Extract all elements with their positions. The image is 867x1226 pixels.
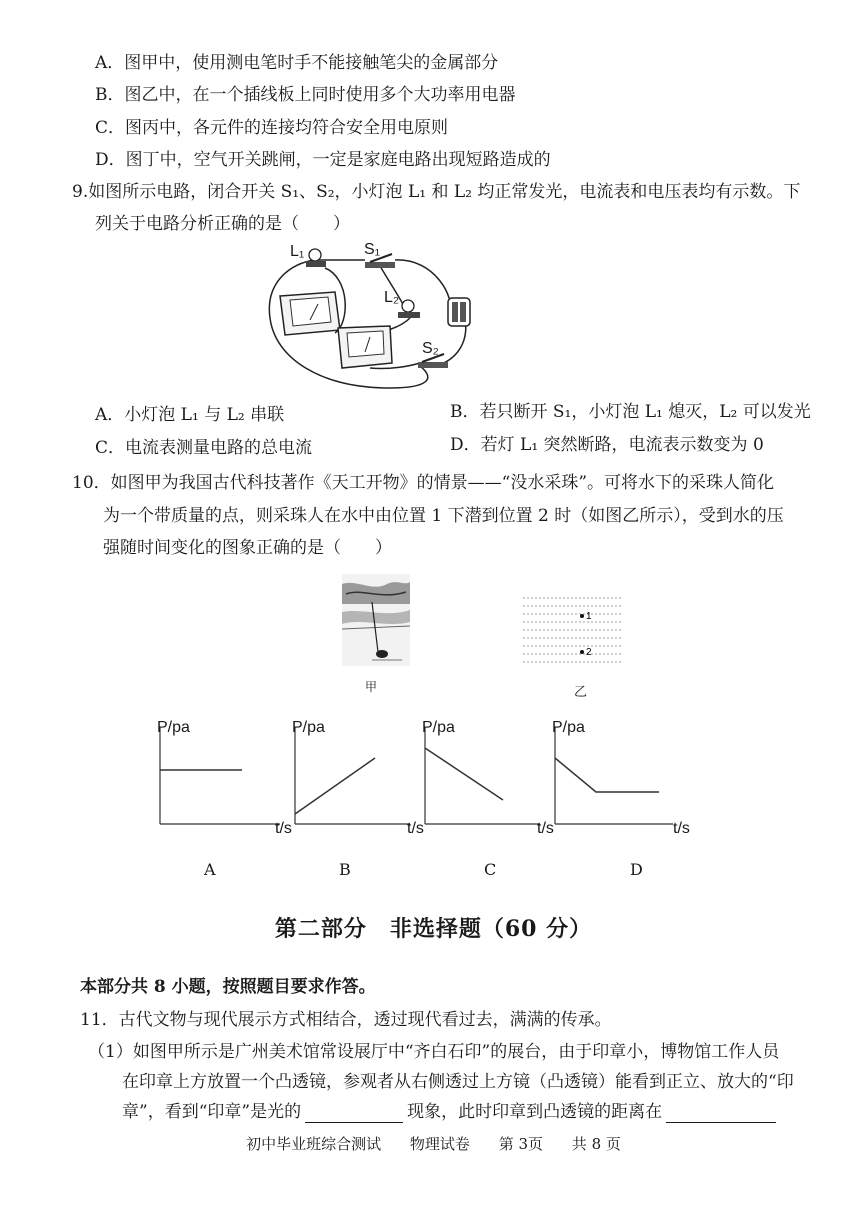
figure-yi-caption: 乙 <box>574 685 588 700</box>
water-dot <box>567 637 568 638</box>
figure-jia-pearl-diving <box>342 574 410 666</box>
footer-page: 第 3页 <box>498 1135 544 1153</box>
water-dot <box>555 653 556 654</box>
water-dot <box>543 605 544 606</box>
water-dot <box>571 645 572 646</box>
water-dot <box>527 637 528 638</box>
part2-title: 第二部分 非选择题（60 分） <box>274 916 593 942</box>
water-dot <box>583 597 584 598</box>
water-dot <box>555 597 556 598</box>
position-2-point <box>580 650 584 654</box>
water-dot <box>571 637 572 638</box>
water-dot <box>575 605 576 606</box>
graph-a-caption: A <box>204 860 216 879</box>
water-dot <box>611 605 612 606</box>
q8-option-a: A．图甲中，使用测电笔时手不能接触笔尖的金属部分 <box>95 53 499 73</box>
q9-option-c: C．电流表测量电路的总电流 <box>95 438 313 458</box>
water-dot <box>547 629 548 630</box>
water-dot <box>583 613 584 614</box>
water-dot <box>615 653 616 654</box>
q10-stem-line3: 强随时间变化的图象正确的是（ ） <box>103 538 392 558</box>
water-dot <box>531 629 532 630</box>
water-dot <box>575 637 576 638</box>
part2-instruction: 本部分共 8 小题，按照题目要求作答。 <box>80 977 376 997</box>
water-dot <box>527 597 528 598</box>
water-dot <box>563 597 564 598</box>
water-dot <box>559 597 560 598</box>
footer-exam: 初中毕业班综合测试 <box>246 1135 382 1153</box>
water-dot <box>611 645 612 646</box>
water-dot <box>547 605 548 606</box>
water-dot <box>591 621 592 622</box>
water-dot <box>547 637 548 638</box>
label-s1: S₁ <box>364 241 381 258</box>
water-dot <box>587 597 588 598</box>
water-dot <box>555 645 556 646</box>
water-dot <box>575 621 576 622</box>
water-dot <box>567 621 568 622</box>
water-dot <box>567 613 568 614</box>
water-dot <box>583 637 584 638</box>
water-dot <box>611 661 612 662</box>
water-dot <box>579 605 580 606</box>
water-dot <box>543 645 544 646</box>
water-dot <box>607 621 608 622</box>
water-dot <box>607 661 608 662</box>
label-s2: S₂ <box>422 340 439 357</box>
q9-option-d: D．若灯 L₁ 突然断路，电流表示数变为 0 <box>450 435 764 455</box>
water-dot <box>531 597 532 598</box>
water-dot <box>615 621 616 622</box>
water-dot <box>591 605 592 606</box>
water-dot <box>599 661 600 662</box>
water-dot <box>575 645 576 646</box>
water-dot <box>615 629 616 630</box>
water-dot <box>523 653 524 654</box>
water-dot <box>543 661 544 662</box>
water-dot <box>523 661 524 662</box>
water-dot <box>551 637 552 638</box>
graph-b <box>292 719 424 837</box>
water-dot <box>543 653 544 654</box>
water-dot <box>619 629 620 630</box>
water-dots <box>523 597 620 662</box>
figure-yi-positions <box>522 594 622 668</box>
q9-option-b: B．若只断开 S₁，小灯泡 L₁ 熄灭，L₂ 可以发光 <box>450 402 811 422</box>
position-1-point <box>580 614 584 618</box>
water-dot <box>611 613 612 614</box>
water-dot <box>571 661 572 662</box>
water-dot <box>579 637 580 638</box>
water-dot <box>531 613 532 614</box>
water-dot <box>539 613 540 614</box>
q11-sub1-line3-part-a: 章”，看到“印章”是光的 <box>122 1102 302 1122</box>
water-dot <box>563 637 564 638</box>
water-dot <box>579 645 580 646</box>
water-dot <box>563 621 564 622</box>
water-dot <box>611 621 612 622</box>
graph-c-caption: C <box>484 860 497 879</box>
q9-circuit-diagram <box>260 238 500 398</box>
water-dot <box>587 637 588 638</box>
graph-d-y-label: P/pa <box>552 719 585 736</box>
water-dot <box>591 645 592 646</box>
graph-c <box>422 719 554 837</box>
water-dot <box>619 653 620 654</box>
water-dot <box>591 653 592 654</box>
water-dot <box>599 621 600 622</box>
water-dot <box>539 661 540 662</box>
water-dot <box>603 597 604 598</box>
water-dot <box>607 613 608 614</box>
water-dot <box>539 645 540 646</box>
water-dot <box>571 597 572 598</box>
water-dot <box>555 605 556 606</box>
water-dot <box>531 637 532 638</box>
water-dot <box>611 653 612 654</box>
label-l2: L₂ <box>384 289 400 306</box>
water-dot <box>555 629 556 630</box>
water-dot <box>595 597 596 598</box>
water-dot <box>579 653 580 654</box>
water-dot <box>555 621 556 622</box>
water-dot <box>583 605 584 606</box>
graph-b-caption: B <box>339 860 351 879</box>
graph-c-x-label: t/s <box>537 820 554 837</box>
figure-jia-caption: 甲 <box>365 680 378 694</box>
water-dot <box>579 621 580 622</box>
water-dot <box>615 613 616 614</box>
water-dot <box>619 597 620 598</box>
water-dot <box>551 653 552 654</box>
water-dot <box>595 637 596 638</box>
water-dot <box>603 645 604 646</box>
position-1-label: 1 <box>586 611 592 622</box>
water-dot <box>571 621 572 622</box>
water-dot <box>559 613 560 614</box>
water-dot <box>547 661 548 662</box>
water-dot <box>595 605 596 606</box>
water-dot <box>603 613 604 614</box>
water-dot <box>579 597 580 598</box>
water-dot <box>603 637 604 638</box>
water-dot <box>587 605 588 606</box>
water-dot <box>523 605 524 606</box>
water-dot <box>547 621 548 622</box>
water-dot <box>575 653 576 654</box>
water-dot <box>607 645 608 646</box>
water-dot <box>591 637 592 638</box>
q8-option-c: C．图丙中，各元件的连接均符合安全用电原则 <box>95 118 449 138</box>
water-dot <box>567 653 568 654</box>
water-dot <box>587 661 588 662</box>
graph-b-x-label: t/s <box>407 820 424 837</box>
water-dot <box>551 621 552 622</box>
water-dot <box>531 605 532 606</box>
graph-a-y-label: P/pa <box>157 719 190 736</box>
water-dot <box>579 661 580 662</box>
water-dot <box>615 605 616 606</box>
water-dot <box>579 629 580 630</box>
answer-blank-2[interactable] <box>666 1106 776 1123</box>
water-dot <box>567 661 568 662</box>
water-dot <box>571 629 572 630</box>
water-dot <box>523 613 524 614</box>
graph-b-y-label: P/pa <box>292 719 325 736</box>
graph-c-curve <box>425 748 503 800</box>
water-dot <box>539 597 540 598</box>
water-dot <box>551 645 552 646</box>
water-dot <box>563 661 564 662</box>
water-dot <box>615 661 616 662</box>
water-dot <box>583 629 584 630</box>
water-dot <box>611 629 612 630</box>
water-dot <box>607 629 608 630</box>
water-dot <box>599 629 600 630</box>
water-dot <box>531 621 532 622</box>
water-dot <box>523 645 524 646</box>
water-dot <box>547 613 548 614</box>
water-dot <box>591 629 592 630</box>
graph-c-y-label: P/pa <box>422 719 455 736</box>
water-dot <box>599 653 600 654</box>
water-dot <box>539 629 540 630</box>
q8-option-b: B．图乙中，在一个插线板上同时使用多个大功率用电器 <box>95 85 516 105</box>
q11-sub1-line1: （1）如图甲所示是广州美术馆常设展厅中“齐白石印”的展台，由于印章小，博物馆工作人员 <box>88 1042 780 1062</box>
water-dot <box>571 613 572 614</box>
water-dot <box>543 637 544 638</box>
water-dot <box>563 645 564 646</box>
water-dot <box>583 661 584 662</box>
q11-sub1-line3 <box>122 1101 780 1123</box>
water-dot <box>619 645 620 646</box>
label-l1: L₁ <box>290 243 305 260</box>
water-dot <box>551 661 552 662</box>
q8-option-d: D．图丁中，空气开关跳闸，一定是家庭电路出现短路造成的 <box>95 150 551 170</box>
water-dot <box>527 661 528 662</box>
graph-a <box>157 719 292 837</box>
water-dot <box>523 637 524 638</box>
water-dot <box>575 629 576 630</box>
q11-sub1-line3-part-b: 现象，此时印章到凸透镜的距离在 <box>407 1102 663 1122</box>
graph-a-x-label: t/s <box>275 820 292 837</box>
q9-option-a: A．小灯泡 L₁ 与 L₂ 串联 <box>95 405 285 425</box>
water-dot <box>595 661 596 662</box>
water-dot <box>567 605 568 606</box>
water-dot <box>607 605 608 606</box>
footer-total: 共 8 页 <box>571 1135 621 1153</box>
water-dot <box>563 605 564 606</box>
water-dot <box>567 597 568 598</box>
water-dot <box>547 653 548 654</box>
water-dot <box>551 597 552 598</box>
water-dot <box>603 661 604 662</box>
water-dot <box>619 621 620 622</box>
water-dot <box>535 605 536 606</box>
water-dot <box>535 613 536 614</box>
water-dot <box>615 645 616 646</box>
water-dot <box>539 653 540 654</box>
water-dot <box>559 605 560 606</box>
footer-subject: 物理试卷 <box>409 1135 470 1153</box>
water-dot <box>571 653 572 654</box>
water-dot <box>551 605 552 606</box>
q11-sub1-line2: 在印章上方放置一个凸透镜，参观者从右侧透过上方镜（凸透镜）能看到正立、放大的“印 <box>122 1072 794 1092</box>
water-dot <box>591 661 592 662</box>
water-dot <box>543 629 544 630</box>
water-dot <box>619 613 620 614</box>
water-dot <box>607 637 608 638</box>
graph-d-caption: D <box>630 860 643 879</box>
water-dot <box>523 597 524 598</box>
water-dot <box>535 653 536 654</box>
water-dot <box>555 637 556 638</box>
water-dot <box>587 629 588 630</box>
water-dot <box>531 653 532 654</box>
battery-icon <box>448 298 470 326</box>
water-dot <box>535 597 536 598</box>
water-dot <box>547 645 548 646</box>
page-footer <box>0 1133 867 1154</box>
water-dot <box>559 661 560 662</box>
water-dot <box>547 597 548 598</box>
water-dot <box>603 629 604 630</box>
water-dot <box>599 613 600 614</box>
water-dot <box>535 661 536 662</box>
water-dot <box>559 637 560 638</box>
water-dot <box>539 605 540 606</box>
water-dot <box>527 605 528 606</box>
water-dot <box>527 613 528 614</box>
water-dot <box>603 653 604 654</box>
water-dot <box>559 653 560 654</box>
water-dot <box>575 661 576 662</box>
water-dot <box>607 653 608 654</box>
water-dot <box>595 653 596 654</box>
water-dot <box>603 605 604 606</box>
q9-stem-line1: 9.如图所示电路，闭合开关 S₁、S₂，小灯泡 L₁ 和 L₂ 均正常发光，电流表和电压表均有示数。下 <box>72 182 801 202</box>
water-dot <box>619 605 620 606</box>
water-dot <box>619 637 620 638</box>
water-dot <box>599 645 600 646</box>
q10-stem-line2: 为一个带质量的点，则采珠人在水中由位置 1 下潜到位置 2 时（如图乙所示），受到水的压 <box>103 506 784 526</box>
bulb-l1-icon <box>306 249 326 267</box>
water-dot <box>535 645 536 646</box>
graph-d-x-label: t/s <box>673 820 690 837</box>
water-dot <box>563 613 564 614</box>
water-dot <box>527 629 528 630</box>
water-dot <box>595 629 596 630</box>
water-dot <box>551 613 552 614</box>
water-dot <box>551 629 552 630</box>
water-dot <box>535 629 536 630</box>
water-dot <box>555 661 556 662</box>
water-dot <box>595 621 596 622</box>
water-dot <box>531 645 532 646</box>
water-dot <box>543 613 544 614</box>
q11-stem: 11．古代文物与现代展示方式相结合，透过现代看过去，满满的传承。 <box>80 1010 612 1030</box>
water-dot <box>563 629 564 630</box>
water-dot <box>527 645 528 646</box>
ammeter-icon <box>338 326 392 368</box>
water-dot <box>539 621 540 622</box>
water-dot <box>575 613 576 614</box>
water-dot <box>595 645 596 646</box>
water-dot <box>535 621 536 622</box>
water-dot <box>523 629 524 630</box>
water-dot <box>599 597 600 598</box>
water-dot <box>611 637 612 638</box>
water-dot <box>559 621 560 622</box>
water-dot <box>567 645 568 646</box>
q10-stem-line1: 10．如图甲为我国古代科技著作《天工开物》的情景——“没水采珠”。可将水下的采珠人简化 <box>72 473 775 493</box>
voltmeter-icon <box>280 292 340 335</box>
water-dot <box>599 637 600 638</box>
water-dot <box>555 613 556 614</box>
water-dot <box>567 629 568 630</box>
water-dot <box>543 621 544 622</box>
water-dot <box>535 637 536 638</box>
water-dot <box>543 597 544 598</box>
water-dot <box>579 613 580 614</box>
graph-b-curve <box>295 758 375 814</box>
answer-blank-1[interactable] <box>305 1106 403 1123</box>
water-dot <box>603 621 604 622</box>
water-dot <box>583 621 584 622</box>
q9-stem-line2: 列关于电路分析正确的是（ ） <box>95 214 350 234</box>
water-dot <box>611 597 612 598</box>
position-2-label: 2 <box>586 647 592 658</box>
water-dot <box>615 637 616 638</box>
water-dot <box>575 597 576 598</box>
water-dot <box>599 605 600 606</box>
water-dot <box>583 653 584 654</box>
water-dot <box>591 597 592 598</box>
water-dot <box>559 629 560 630</box>
graph-d-curve <box>555 758 659 792</box>
water-dot <box>583 645 584 646</box>
water-dot <box>559 645 560 646</box>
water-dot <box>563 653 564 654</box>
water-dot <box>539 637 540 638</box>
graph-d <box>552 719 690 837</box>
water-dot <box>615 597 616 598</box>
water-dot <box>531 661 532 662</box>
water-dot <box>595 613 596 614</box>
water-dot <box>591 613 592 614</box>
q10-graphs <box>145 712 705 842</box>
water-dot <box>523 621 524 622</box>
water-dot <box>619 661 620 662</box>
water-dot <box>607 597 608 598</box>
water-dot <box>527 653 528 654</box>
water-dot <box>527 621 528 622</box>
water-dot <box>571 605 572 606</box>
